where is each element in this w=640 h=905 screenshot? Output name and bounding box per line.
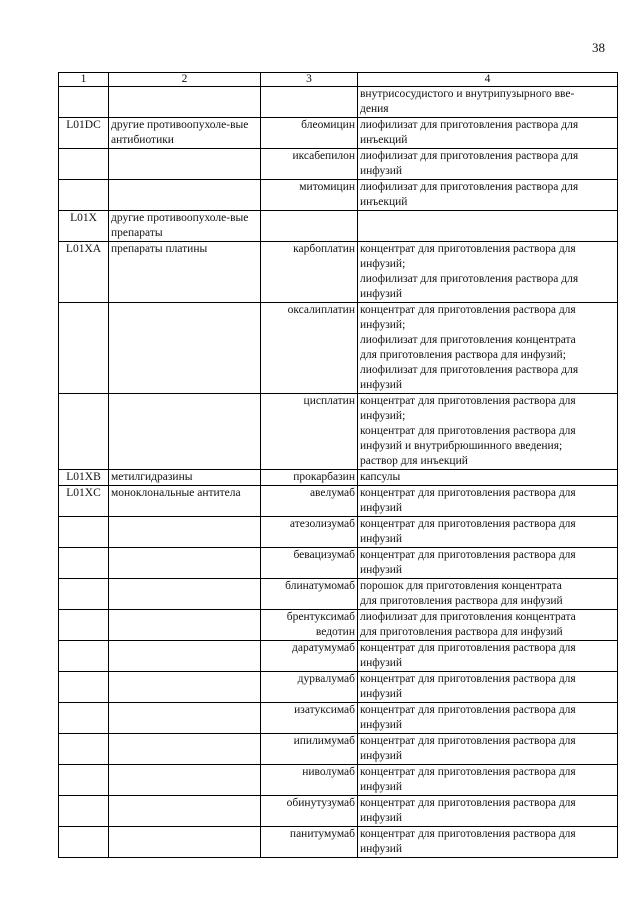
atc-code-cell (59, 827, 109, 858)
drug-name-cell (261, 211, 358, 242)
drug-name-cell: ниволумаб (261, 765, 358, 796)
dosage-form-line: инфузий (360, 288, 403, 300)
atc-code-cell: L01X (59, 211, 109, 242)
dosage-form-line: порошок для приготовления концентрата (360, 580, 562, 592)
table-row (59, 827, 618, 858)
dosage-forms-cell (358, 242, 618, 303)
atc-code-cell: L01XA (59, 242, 109, 303)
drug-name-cell: панитумумаб (261, 827, 358, 858)
drug-name-cell (261, 87, 358, 118)
group-name-cell (109, 672, 261, 703)
group-name-cell (109, 548, 261, 579)
dosage-forms-cell (358, 87, 618, 118)
page-number: 38 (592, 40, 605, 55)
atc-code-cell (59, 765, 109, 796)
dosage-form-line: капсулы (360, 471, 401, 483)
dosage-form-line: концентрат для приготовления раствора для (360, 642, 576, 654)
atc-code-cell (59, 672, 109, 703)
dosage-form-line: инфузий; (360, 258, 406, 270)
atc-code-cell (59, 641, 109, 672)
drug-table (58, 72, 618, 858)
table-row (59, 180, 618, 211)
dosage-form-line: лиофилизат для приготовления раствора для (360, 119, 579, 131)
drug-name-cell: авелумаб (261, 486, 358, 517)
dosage-form-line: инъекций (360, 134, 408, 146)
dosage-form-line: инфузий (360, 781, 403, 793)
dosage-form-line: инфузий (360, 502, 403, 514)
dosage-form-line: инфузий (360, 843, 403, 855)
dosage-forms-cell (358, 149, 618, 180)
drug-name-cell: изатуксимаб (261, 703, 358, 734)
drug-name-cell: ипилимумаб (261, 734, 358, 765)
dosage-forms-cell (358, 486, 618, 517)
table-body (59, 87, 618, 858)
atc-code-cell (59, 734, 109, 765)
dosage-forms-cell (358, 641, 618, 672)
drug-name-cell: дурвалумаб (261, 672, 358, 703)
table-row (59, 517, 618, 548)
dosage-forms-cell (358, 734, 618, 765)
table-row (59, 303, 618, 394)
dosage-form-line: концентрат для приготовления раствора для (360, 487, 576, 499)
drug-name-cell: обинутузумаб (261, 796, 358, 827)
group-name-cell (109, 827, 261, 858)
group-name-cell (109, 703, 261, 734)
dosage-forms-cell (358, 180, 618, 211)
dosage-forms-cell (358, 517, 618, 548)
table-row (59, 672, 618, 703)
dosage-form-line: концентрат для приготовления раствора для (360, 549, 576, 561)
dosage-form-line: инфузий (360, 688, 403, 700)
dosage-form-line: лиофилизат для приготовления раствора для (360, 181, 579, 193)
dosage-form-line: лиофилизат для приготовления концентрата (360, 611, 576, 623)
table-header-row (59, 73, 618, 87)
dosage-form-line: инфузий; (360, 410, 406, 422)
drug-name-cell: даратумумаб (261, 641, 358, 672)
group-name-cell: моноклональные антитела (109, 486, 261, 517)
table-row (59, 703, 618, 734)
group-name-cell (109, 734, 261, 765)
dosage-form-line: концентрат для приготовления раствора для (360, 518, 576, 530)
column-header-2: 2 (109, 73, 261, 87)
dosage-forms-cell (358, 579, 618, 610)
dosage-form-line: инфузий (360, 165, 403, 177)
dosage-forms-cell (358, 118, 618, 149)
dosage-forms-cell (358, 827, 618, 858)
atc-code-cell (59, 796, 109, 827)
dosage-form-line: концентрат для приготовления раствора для (360, 766, 576, 778)
table-row (59, 149, 618, 180)
dosage-form-line: концентрат для приготовления раствора для (360, 828, 576, 840)
table-row (59, 734, 618, 765)
dosage-forms-cell (358, 548, 618, 579)
column-header-3: 3 (261, 73, 358, 87)
atc-code-cell (59, 303, 109, 394)
dosage-form-line: инфузий (360, 379, 403, 391)
dosage-form-line: инфузий (360, 719, 403, 731)
group-name-cell: метилгидразины (109, 470, 261, 486)
group-name-cell (109, 579, 261, 610)
group-name-cell (109, 87, 261, 118)
dosage-form-line: концентрат для приготовления раствора для (360, 735, 576, 747)
dosage-forms-cell (358, 394, 618, 470)
table-row (59, 486, 618, 517)
drug-name-cell: бевацизумаб (261, 548, 358, 579)
dosage-form-line: лиофилизат для приготовления раствора для (360, 364, 579, 376)
atc-code-cell (59, 610, 109, 641)
table-row (59, 394, 618, 470)
group-name-cell (109, 180, 261, 211)
atc-code-cell (59, 394, 109, 470)
dosage-form-line: для приготовления раствора для инфузий (360, 595, 563, 607)
table-row (59, 610, 618, 641)
dosage-form-line: инфузий (360, 564, 403, 576)
drug-name-cell: митомицин (261, 180, 358, 211)
dosage-forms-cell (358, 211, 618, 242)
dosage-form-line: концентрат для приготовления раствора для (360, 704, 576, 716)
group-name-cell: другие противоопухоле-вые препараты (109, 211, 261, 242)
dosage-form-line: инфузий (360, 657, 403, 669)
atc-code-cell: L01XB (59, 470, 109, 486)
dosage-form-line: инъекций (360, 196, 408, 208)
table-row (59, 118, 618, 149)
dosage-forms-cell (358, 796, 618, 827)
dosage-form-line: инфузий (360, 750, 403, 762)
table-row (59, 765, 618, 796)
dosage-form-line: концентрат для приготовления раствора для (360, 797, 576, 809)
column-header-4: 4 (358, 73, 618, 87)
dosage-form-line: концентрат для приготовления раствора для (360, 425, 576, 437)
dosage-form-line: концентрат для приготовления раствора для (360, 243, 576, 255)
group-name-cell (109, 394, 261, 470)
dosage-form-line: лиофилизат для приготовления концентрата (360, 334, 576, 346)
atc-code-cell (59, 579, 109, 610)
atc-code-cell (59, 149, 109, 180)
drug-name-cell: прокарбазин (261, 470, 358, 486)
column-header-1: 1 (59, 73, 109, 87)
drug-name-cell: карбоплатин (261, 242, 358, 303)
drug-name-cell: блеомицин (261, 118, 358, 149)
dosage-forms-cell (358, 470, 618, 486)
dosage-form-line: концентрат для приготовления раствора для (360, 304, 576, 316)
table-row (59, 470, 618, 486)
dosage-forms-cell (358, 765, 618, 796)
group-name-cell (109, 765, 261, 796)
dosage-forms-cell (358, 672, 618, 703)
table-row (59, 796, 618, 827)
dosage-form-line: для приготовления раствора для инфузий; (360, 349, 566, 361)
table-row (59, 641, 618, 672)
dosage-form-line: концентрат для приготовления раствора для (360, 395, 576, 407)
dosage-form-line: внутрисосудистого и внутрипузырного вве- (360, 88, 575, 100)
atc-code-cell (59, 703, 109, 734)
group-name-cell (109, 517, 261, 548)
drug-name-cell: цисплатин (261, 394, 358, 470)
dosage-forms-cell (358, 303, 618, 394)
group-name-cell (109, 641, 261, 672)
dosage-forms-cell (358, 703, 618, 734)
atc-code-cell (59, 180, 109, 211)
drug-name-cell: блинатумомаб (261, 579, 358, 610)
atc-code-cell (59, 517, 109, 548)
table-row (59, 211, 618, 242)
drug-name-cell: атезолизумаб (261, 517, 358, 548)
group-name-cell: другие противоопухоле-вые антибиотики (109, 118, 261, 149)
dosage-form-line: лиофилизат для приготовления раствора для (360, 150, 579, 162)
table-row (59, 579, 618, 610)
atc-code-cell: L01DC (59, 118, 109, 149)
group-name-cell (109, 149, 261, 180)
group-name-cell (109, 610, 261, 641)
dosage-form-line: лиофилизат для приготовления раствора для (360, 273, 579, 285)
table-row (59, 242, 618, 303)
dosage-form-line: инфузий (360, 533, 403, 545)
table-row (59, 548, 618, 579)
group-name-cell: препараты платины (109, 242, 261, 303)
dosage-form-line: для приготовления раствора для инфузий (360, 626, 563, 638)
dosage-form-line: инфузий и внутрибрюшинного введения; (360, 440, 563, 452)
dosage-form-line: дения (360, 103, 389, 115)
drug-name-cell: оксалиплатин (261, 303, 358, 394)
atc-code-cell (59, 548, 109, 579)
group-name-cell (109, 796, 261, 827)
drug-name-cell: иксабепилон (261, 149, 358, 180)
dosage-form-line: раствор для инъекций (360, 455, 468, 467)
dosage-forms-cell (358, 610, 618, 641)
dosage-form-line: инфузий; (360, 319, 406, 331)
dosage-form-line: концентрат для приготовления раствора для (360, 673, 576, 685)
table-row (59, 87, 618, 118)
drug-name-cell: брентуксимаб ведотин (261, 610, 358, 641)
dosage-form-line: инфузий (360, 812, 403, 824)
atc-code-cell (59, 87, 109, 118)
atc-code-cell: L01XC (59, 486, 109, 517)
group-name-cell (109, 303, 261, 394)
